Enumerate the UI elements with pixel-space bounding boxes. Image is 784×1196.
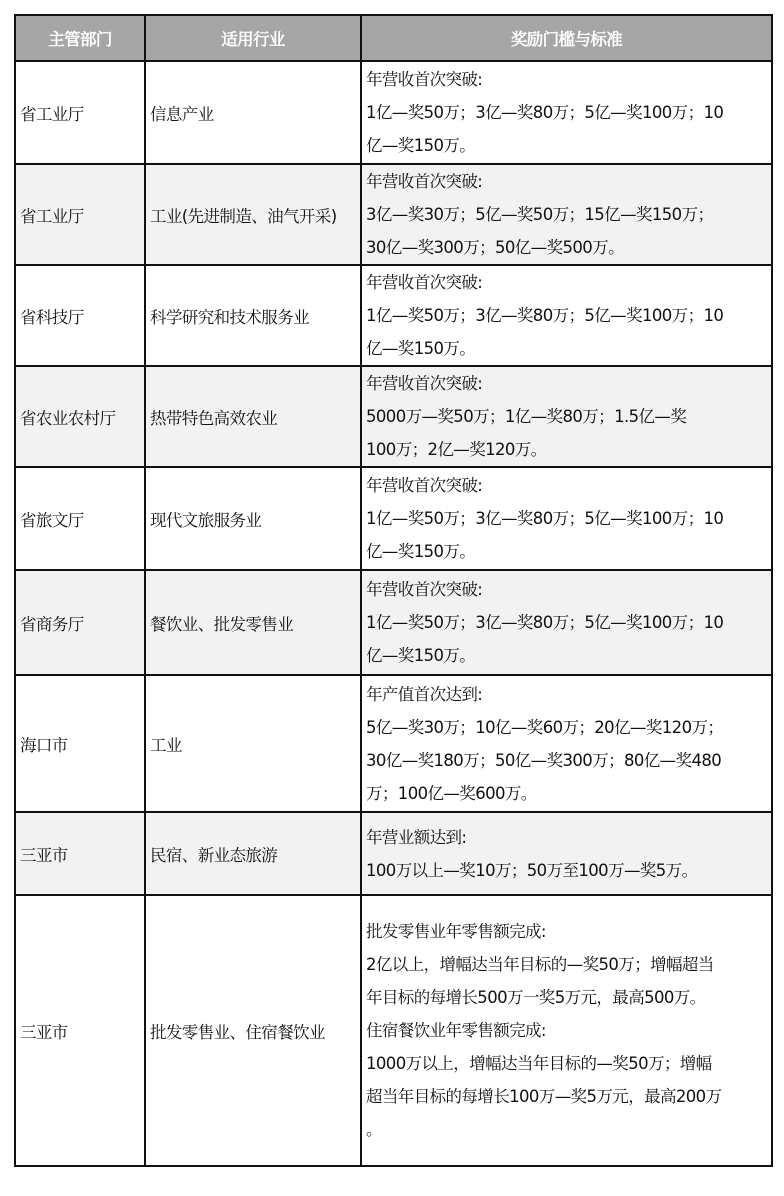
- standard-line: 1000万以上，增幅达当年目标的—奖50万；增幅: [366, 1054, 712, 1073]
- standard-line: 年目标的每增长500万一奖5万元，最高500万。: [366, 988, 706, 1007]
- standard-line: 亿—奖150万。: [366, 136, 476, 155]
- standard-cell: [361, 570, 772, 675]
- standard-line: 超当年目标的每增长100万—奖5万元，最高200万: [366, 1087, 722, 1106]
- department-cell: 省旅文厅: [15, 467, 145, 570]
- department-cell: 三亚市: [15, 812, 145, 895]
- standard-line: 年营收首次突破:: [366, 172, 483, 191]
- table-row: [15, 467, 772, 570]
- table-header-row: [15, 15, 772, 61]
- department-cell: 省商务厅: [15, 570, 145, 675]
- standard-line: 5亿—奖30万；10亿—奖60万；20亿—奖120万；: [366, 717, 724, 737]
- standard-line: 批发零售业年零售额完成:: [366, 922, 546, 941]
- department-cell: 省工业厅: [15, 164, 145, 265]
- standard-line: 。: [366, 1120, 382, 1139]
- industry-cell: 热带特色高效农业: [145, 366, 361, 467]
- table-row: [15, 265, 772, 366]
- standard-line: 年营收首次突破:: [366, 374, 483, 393]
- table-row: [15, 675, 772, 812]
- header-industry: 适用行业: [145, 15, 361, 61]
- standard-line: 年营收首次突破:: [366, 70, 483, 89]
- standard-line: 3亿—奖30万；5亿—奖50万；15亿—奖150万；: [366, 205, 714, 224]
- standard-cell: [361, 675, 772, 812]
- standard-cell: [361, 812, 772, 895]
- standard-line: 1亿—奖50万；3亿—奖80万；5亿—奖100万；10: [366, 103, 724, 122]
- standard-cell: [361, 467, 772, 570]
- table-row: [15, 366, 772, 467]
- table-row: [15, 570, 772, 675]
- industry-cell: 批发零售业、住宿餐饮业: [145, 895, 361, 1166]
- standard-cell: [361, 895, 772, 1166]
- standard-line: 1亿—奖50万；3亿—奖80万；5亿—奖100万；10: [366, 509, 724, 528]
- department-cell: 省科技厅: [15, 265, 145, 366]
- header-standard: 奖励门槛与标准: [361, 15, 772, 61]
- standard-line: 年营业额达到:: [366, 827, 467, 847]
- industry-cell: 餐饮业、批发零售业: [145, 570, 361, 675]
- standard-cell: [361, 61, 772, 164]
- industry-cell: 工业: [145, 675, 361, 812]
- table-row: [15, 164, 772, 265]
- industry-cell: 工业(先进制造、油气开采): [145, 164, 361, 265]
- industry-cell: 科学研究和技术服务业: [145, 265, 361, 366]
- standard-line: 亿—奖150万。: [366, 542, 476, 561]
- standard-line: 100万；2亿—奖120万。: [366, 440, 547, 459]
- department-cell: 省农业农村厅: [15, 366, 145, 467]
- standard-line: 万；100亿—奖600万。: [366, 783, 537, 803]
- header-department: 主管部门: [15, 15, 145, 61]
- standard-line: 住宿餐饮业年零售额完成:: [366, 1021, 546, 1040]
- industry-cell: 现代文旅服务业: [145, 467, 361, 570]
- reward-standards-table: [14, 14, 773, 1167]
- standard-line: 1亿—奖50万；3亿—奖80万；5亿—奖100万；10: [366, 613, 724, 632]
- department-cell: 省工业厅: [15, 61, 145, 164]
- standard-line: 年产值首次达到:: [366, 684, 483, 704]
- standard-line: 亿—奖150万。: [366, 646, 476, 665]
- table-row: [15, 61, 772, 164]
- standard-cell: [361, 164, 772, 265]
- standard-line: 2亿以上，增幅达当年目标的—奖50万；增幅超当: [366, 955, 714, 974]
- standard-line: 年营收首次突破:: [366, 580, 483, 599]
- standard-line: 5000万—奖50万；1亿—奖80万；1.5亿—奖: [366, 407, 687, 426]
- standard-line: 30亿—奖180万；50亿—奖300万；80亿—奖480: [366, 750, 722, 770]
- standard-cell: [361, 366, 772, 467]
- industry-cell: 民宿、新业态旅游: [145, 812, 361, 895]
- department-cell: 海口市: [15, 675, 145, 812]
- department-cell: 三亚市: [15, 895, 145, 1166]
- standard-line: 30亿—奖300万；50亿—奖500万。: [366, 238, 624, 257]
- standard-line: 1亿—奖50万；3亿—奖80万；5亿—奖100万；10: [366, 306, 724, 325]
- standard-cell: [361, 265, 772, 366]
- standard-line: 亿—奖150万。: [366, 339, 476, 358]
- table-row: [15, 812, 772, 895]
- table-row: [15, 895, 772, 1166]
- standard-line: 年营收首次突破:: [366, 476, 483, 495]
- industry-cell: 信息产业: [145, 61, 361, 164]
- standard-line: 年营收首次突破:: [366, 273, 483, 292]
- standard-line: 100万以上—奖10万；50万至100万—奖5万。: [366, 860, 698, 880]
